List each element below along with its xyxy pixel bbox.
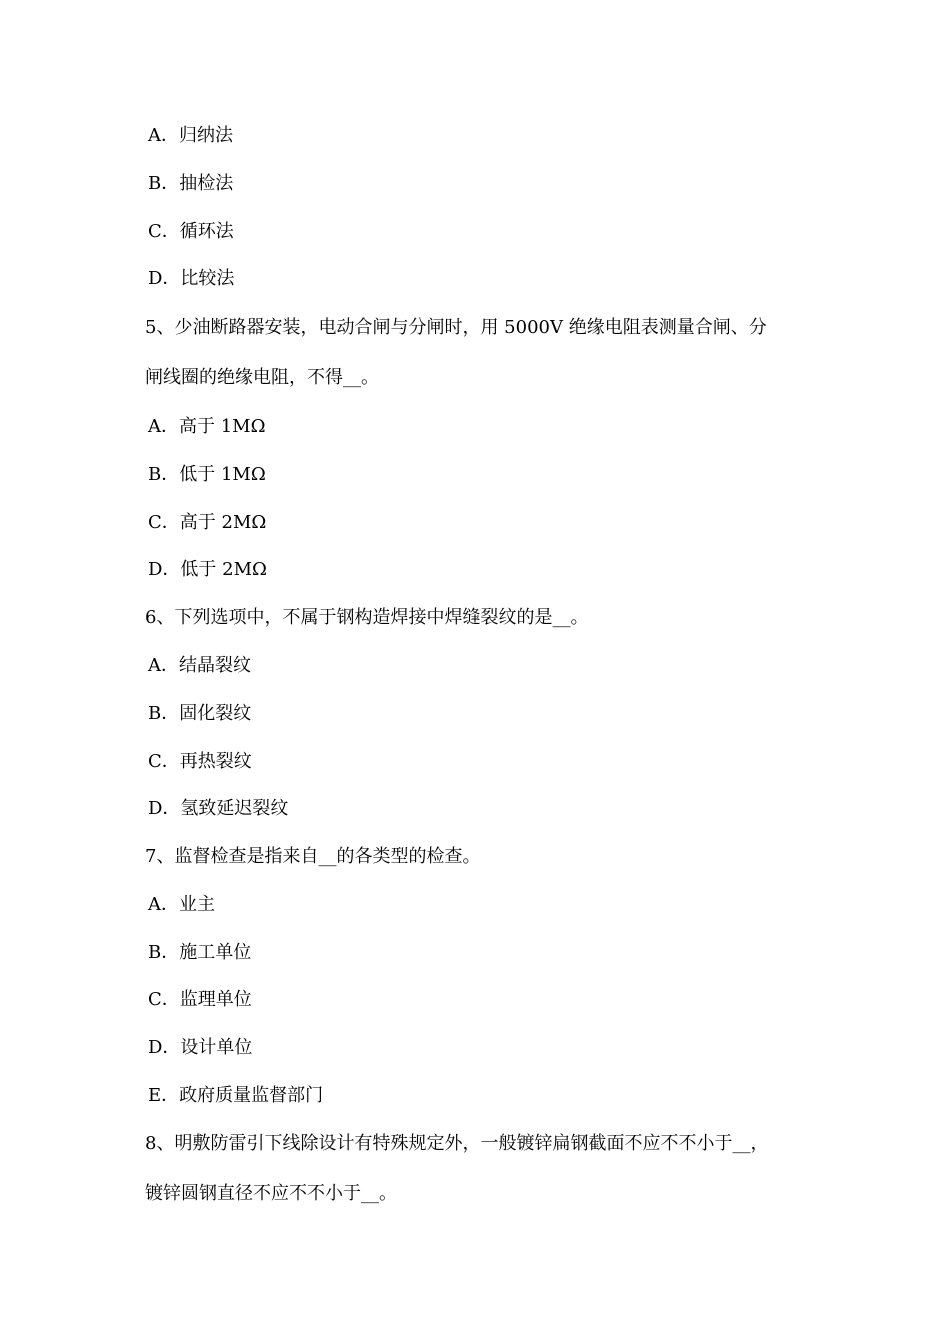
q6-option-c: C．再热裂纹 [148,751,252,772]
q7-option-d: D．设计单位 [148,1037,253,1058]
q5-option-d: D．低于 2MΩ [148,559,267,580]
q5-option-a: A．高于 1MΩ [148,416,266,437]
option-a-inductive: A．归纳法 [148,125,233,146]
q7-option-a: A．业主 [148,894,215,915]
q5-option-c: C．高于 2MΩ [148,512,267,533]
question-8-line-1: 8、明敷防雷引下线除设计有特殊规定外，一般镀锌扁钢截面不应不不小于__， [145,1133,769,1154]
question-8-line-2: 镀锌圆钢直径不应不不小于__。 [145,1183,397,1204]
option-c-cycle: C．循环法 [148,221,234,242]
q5-option-b: B．低于 1MΩ [148,464,266,485]
question-5-line-1: 5、少油断路器安装，电动合闸与分闸时，用 5000V 绝缘电阻表测量合闸、分 [145,317,767,338]
q6-option-d: D．氢致延迟裂纹 [148,798,289,819]
q6-option-a: A．结晶裂纹 [148,655,251,676]
question-6: 6、下列选项中，不属于钢构造焊接中焊缝裂纹的是__。 [145,607,589,628]
question-7: 7、监督检查是指来自__的各类型的检查。 [145,846,481,867]
q7-option-c: C．监理单位 [148,989,252,1010]
q7-option-b: B．施工单位 [148,942,252,963]
option-d-compare: D．比较法 [148,268,235,289]
q7-option-e: E．政府质量监督部门 [148,1085,324,1106]
question-5-line-2: 闸线圈的绝缘电阻，不得__。 [145,367,379,388]
option-b-sampling: B．抽检法 [148,173,234,194]
q6-option-b: B．固化裂纹 [148,703,252,724]
